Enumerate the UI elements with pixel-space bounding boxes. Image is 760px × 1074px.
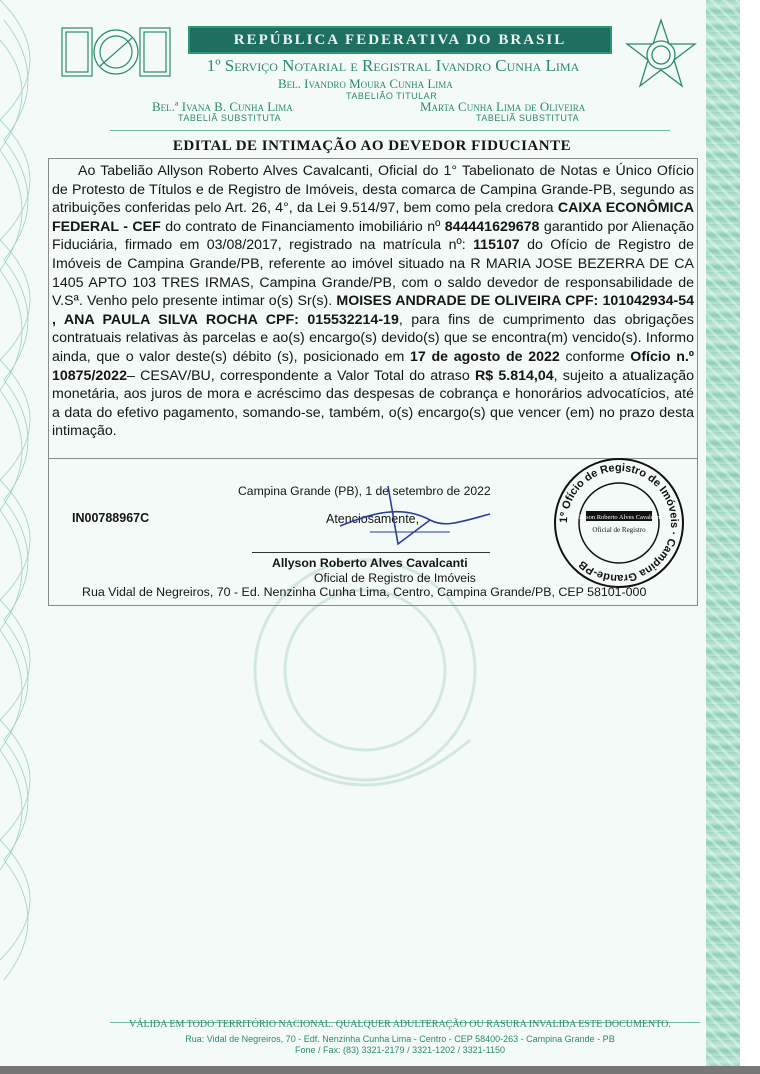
svg-text:1º Ofício de Registro de Imóve: 1º Ofício de Registro de Imóveis · Campina Grande-PB — [557, 461, 681, 585]
substitute-right-name: Marta Cunha Lima de Oliveira — [420, 99, 586, 114]
registry-seal — [552, 456, 686, 590]
signer-role: Oficial de Registro de Imóveis — [314, 571, 476, 585]
header-divider — [110, 130, 670, 131]
notary-logo — [60, 26, 172, 78]
titular-name: Bel. Ivandro Moura Cunha Lima — [278, 76, 453, 91]
seal-center-role: Oficial de Registro — [592, 526, 646, 534]
substitute-left-role: TABELIÃ SUBSTITUTA — [178, 113, 282, 123]
creditor-name: CAIXA ECONÔMICA FEDERAL - CEF — [52, 200, 694, 235]
overdue-amount: R$ 5.814,04 — [474, 367, 554, 384]
contract-number: 844441629678 — [444, 218, 540, 235]
brazil-coat-of-arms — [622, 16, 700, 94]
substitute-left-name: Bel.ª Ivana B. Cunha Lima — [152, 99, 293, 114]
notice-body: Ao Tabelião Allyson Roberto Alves Cavalcanti, Oficial do 1° Tabelionato de Notas e Único Ofício de Protesto de Títulos e de Registro de Imóveis, desta comarca de Campina Grande-PB, segundo as atribuições conferidas pelo Art. 26, 4°, da Lei 9.514/97, bem como pela credora CAIXA ECONÔMICA FEDERAL - CEF do contrato de Financiamento imobiliário nº 844441629678 garantido por Alienação Fiduciária, firmado em 03/08/2017, registrado na matrícula nº: 115107 do Ofício de Registro de Imóveis de Campina Grande/PB, referente ao imóvel situado na R MARIA JOSE BEZERRA DE CA 1405 APTO 103 TRES IRMAS, Campina Grande/PB, com o saldo devedor de responsabilidade de V.Sª. Venho pelo presente intimar o(s) Sr(s). MOISES ANDRADE DE OLIVEIRA CPF: 101042934-54 , ANA PAULA SILVA ROCHA CPF: 015532214-19, para fins de cumprimento das obrigações contratuais relativas às parcelas e ao(s) encargo(s) devido(s) que se encontra(m) vencido(s). Informo ainda, que o valor deste(s) débito (s), posicionado em 17 de agosto de 2022 conforme Ofício n.º 10875/2022– CESAV/BU, correspondente a Valor Total do atraso R$ 5.814,04, sujeito a atualização monetária, aos juros de mora e acréscimo das despesas de cobrança e honorários advocatícios, até a data do efetivo pagamento, somando-se, também, o(s) encargo(s) que vencer (em) no prazo desta intimação. — [52, 163, 695, 440]
office-name: 1º Serviço Notarial e Registral Ivandro Cunha Lima — [206, 56, 580, 75]
footer-validity: VÁLIDA EM TODO TERRITÓRIO NACIONAL. QUALQUER ADULTERAÇÃO OU RASURA INVALIDA ESTE DOCUMENTO. — [129, 1019, 671, 1030]
footer-address: Rua: Vidal de Negreiros, 70 - Edf. Nenzinha Cunha Lima - Centro - CEP 58400-263 - Campina Grande - PB — [185, 1034, 615, 1044]
seal-center-name: Allyson Roberto Alves Cavalcanti — [574, 514, 664, 521]
date-line: Campina Grande (PB), 1 de setembro de 2022 — [238, 484, 491, 498]
scan-edge-shadow — [0, 1066, 760, 1074]
matricula-number: 115107 — [473, 237, 520, 254]
oficio-number: Ofício n.º 10875/2022 — [52, 348, 694, 384]
republic-banner: REPÚBLICA FEDERATIVA DO BRASIL — [188, 26, 612, 54]
security-border-strip — [706, 0, 740, 1066]
reference-code: IN00788967C — [72, 511, 150, 525]
signer-name: Allyson Roberto Alves Cavalcanti — [272, 556, 468, 570]
debtor-names: MOISES ANDRADE DE OLIVEIRA CPF: 101042934-54 , ANA PAULA SILVA ROCHA CPF: 015532214-19 — [52, 293, 694, 328]
regards-text: Atenciosamente, — [326, 512, 420, 526]
handwritten-signature — [330, 474, 500, 554]
substitute-right-role: TABELIÃ SUBSTITUTA — [476, 113, 580, 123]
document-title: EDITAL DE INTIMAÇÃO AO DEVEDOR FIDUCIANTE — [172, 138, 572, 154]
footer-phones: Fone / Fax: (83) 3321-2179 / 3321-1202 / 3321-1150 — [295, 1045, 505, 1055]
registry-address: Rua Vidal de Negreiros, 70 - Ed. Nenzinha Cunha Lima, Centro, Campina Grande/PB, CEP 58101-000 — [82, 585, 647, 599]
position-date: 17 de agosto de 2022 — [410, 348, 560, 365]
titular-role: TABELIÃO TITULAR — [346, 91, 438, 101]
